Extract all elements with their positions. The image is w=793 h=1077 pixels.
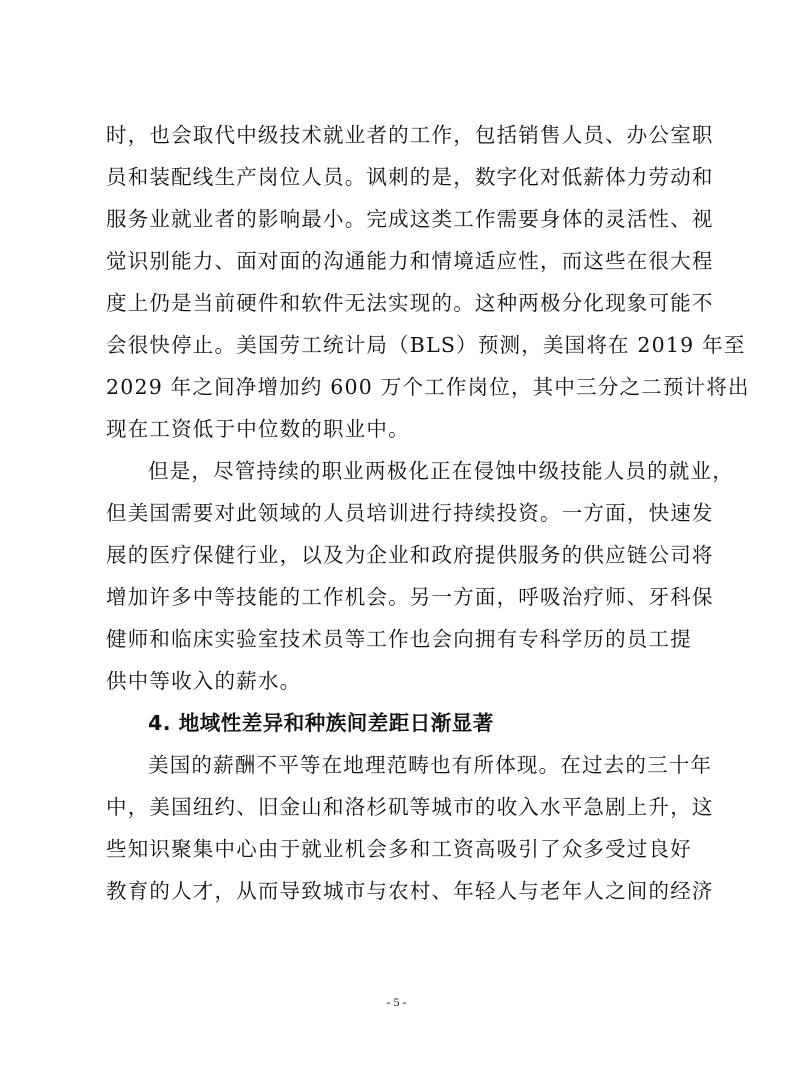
paragraph-line: 展的医疗保健行业，以及为企业和政府提供服务的供应链公司将 xyxy=(106,543,714,567)
paragraph-line: 度上仍是当前硬件和软件无法实现的。这种两极分化现象可能不 xyxy=(106,291,714,315)
paragraph-line: 些知识聚集中心由于就业机会多和工资高吸引了众多受过良好 xyxy=(106,837,692,861)
paragraph-line: 供中等收入的薪水。 xyxy=(106,669,302,693)
paragraph-line: 觉识别能力、面对面的沟通能力和情境适应性，而这些在很大程 xyxy=(106,249,714,273)
section-heading: 4. 地域性差异和种族间差距日渐显著 xyxy=(148,711,494,735)
paragraph-line: 但美国需要对此领域的人员培训进行持续投资。一方面，快速发 xyxy=(106,501,714,525)
paragraph-line: 2029 年之间净增加约 600 万个工作岗位，其中三分之二预计将出 xyxy=(106,375,750,399)
paragraph-line: 现在工资低于中位数的职业中。 xyxy=(106,417,410,441)
paragraph-line: 教育的人才，从而导致城市与农村、年轻人与老年人之间的经济 xyxy=(106,879,714,903)
paragraph-line: 时，也会取代中级技术就业者的工作，包括销售人员、办公室职 xyxy=(106,123,714,147)
paragraph-line: 员和装配线生产岗位人员。讽刺的是，数字化对低薪体力劳动和 xyxy=(106,165,714,189)
paragraph-line: 服务业就业者的影响最小。完成这类工作需要身体的灵活性、视 xyxy=(106,207,714,231)
paragraph-line: 中，美国纽约、旧金山和洛杉矶等城市的收入水平急剧上升，这 xyxy=(106,795,714,819)
paragraph-line: 增加许多中等技能的工作机会。另一方面，呼吸治疗师、牙科保 xyxy=(106,585,714,609)
paragraph-line: 但是，尽管持续的职业两极化正在侵蚀中级技能人员的就业， xyxy=(148,459,734,483)
paragraph-line: 健师和临床实验室技术员等工作也会向拥有专科学历的员工提 xyxy=(106,627,692,651)
paragraph-line: 美国的薪酬不平等在地理范畴也有所体现。在过去的三十年 xyxy=(148,753,713,777)
paragraph-line: 会很快停止。美国劳工统计局（BLS）预测，美国将在 2019 年至 xyxy=(106,333,746,357)
page-number: - 5 - xyxy=(386,995,407,1009)
